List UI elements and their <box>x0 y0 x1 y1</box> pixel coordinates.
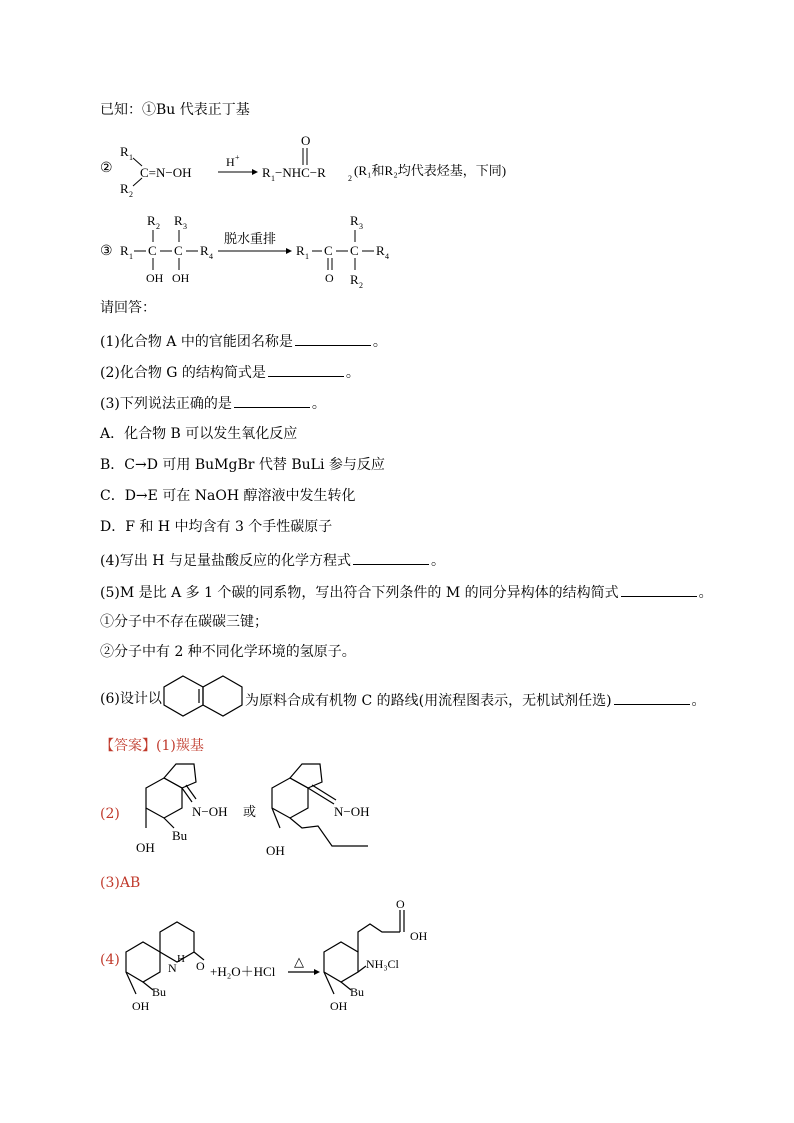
svg-text:或: 或 <box>243 804 257 819</box>
svg-text:OH: OH <box>136 840 155 855</box>
rxn2-left-group: C=N−OH <box>140 165 192 180</box>
answer-1: 【答案】(1)羰基 <box>100 738 204 754</box>
option-a: A．化合物 B 可以发生氧化反应 <box>100 426 298 442</box>
q2-blank <box>268 362 344 377</box>
q6-pre: (6)设计以 <box>100 691 162 707</box>
q1-text: (1)化合物 A 中的官能团名称是 <box>100 334 293 350</box>
rxn2-product-mid: −NHC−R <box>275 165 326 180</box>
bicyclic-starting-material <box>162 673 244 719</box>
rxn2-r1: R <box>120 144 129 159</box>
svg-text:C: C <box>174 243 183 258</box>
svg-text:OH: OH <box>132 999 150 1013</box>
q6-blank <box>614 690 690 705</box>
question-1: (1)化合物 A 中的官能团名称是 。 <box>100 331 387 351</box>
svg-text:O: O <box>196 959 205 973</box>
question-6 <box>100 690 162 708</box>
answer-3: (3)AB <box>100 875 141 891</box>
question-5: (5)M 是比 A 多 1 个碳的同系物，写出符合下列条件的 M 的同分异构体的结构简式 。 <box>100 582 713 602</box>
svg-text:R: R <box>350 272 359 287</box>
svg-text:N: N <box>168 961 177 975</box>
answer-tag: 【答案】 <box>100 738 156 754</box>
q4-text: (4)写出 H 与足量盐酸反应的化学方程式 <box>100 553 351 569</box>
q4-blank <box>353 550 429 565</box>
question-3: (3)下列说法正确的是 。 <box>100 393 326 413</box>
option-d: D．F 和 H 中均含有 3 个手性碳原子 <box>100 519 333 535</box>
svg-text:N−OH: N−OH <box>192 804 228 819</box>
answer-2-label: (2) <box>100 806 120 822</box>
svg-text:O: O <box>396 898 405 911</box>
rxn2-s1: 1 <box>129 153 133 162</box>
svg-text:R: R <box>147 213 156 228</box>
svg-text:OH: OH <box>146 271 164 285</box>
svg-text:3: 3 <box>183 222 187 231</box>
q3-blank <box>234 393 310 408</box>
svg-text:NH₃Cl: NH₃Cl <box>366 957 399 971</box>
condition-1: ①分子中不存在碳碳三键； <box>100 614 268 630</box>
answer-4-equation <box>118 898 448 1018</box>
svg-text:△: △ <box>294 954 304 969</box>
rxn2-reagent-sup: + <box>235 153 240 162</box>
svg-text:O: O <box>325 271 334 285</box>
rxn3-reagent: 脱水重排 <box>224 231 277 246</box>
q3-text: (3)下列说法正确的是 <box>100 396 232 412</box>
please-answer: 请回答： <box>100 300 156 316</box>
reaction-3 <box>100 210 410 290</box>
svg-text:C: C <box>350 243 359 258</box>
svg-text:1: 1 <box>271 174 275 183</box>
svg-text:+H₂O＋HCl: +H₂O＋HCl <box>210 964 276 979</box>
answer-2-structures <box>122 760 402 860</box>
rxn2-reagent: H <box>226 155 235 169</box>
svg-text:R: R <box>120 243 129 258</box>
reaction-2 <box>100 130 530 200</box>
svg-text:2: 2 <box>156 222 160 231</box>
question-2: (2)化合物 G 的结构简式是 。 <box>100 362 360 382</box>
rxn2-r2: R <box>120 181 129 196</box>
svg-text:R: R <box>376 243 385 258</box>
svg-text:OH: OH <box>172 271 190 285</box>
svg-text:2: 2 <box>348 174 352 183</box>
svg-text:C: C <box>324 243 333 258</box>
question-6-post: 为原料合成有机物 C 的路线(用流程图表示，无机试剂任选) 。 <box>245 690 706 710</box>
rxn2-note: (R₁和R₂均代表烃基，下同) <box>354 163 507 178</box>
option-c: C．D→E 可在 NaOH 醇溶液中发生转化 <box>100 488 356 504</box>
rxn2-product-r: R <box>262 165 271 180</box>
svg-text:4: 4 <box>385 252 389 261</box>
condition-2: ②分子中有 2 种不同化学环境的氢原子。 <box>100 644 356 660</box>
svg-text:OH: OH <box>266 843 285 858</box>
rxn2-s2: 2 <box>129 190 133 199</box>
question-4: (4)写出 H 与足量盐酸反应的化学方程式 。 <box>100 550 445 570</box>
q5-blank <box>621 582 697 597</box>
known-title: 已知：①Bu 代表正丁基 <box>100 102 250 118</box>
q2-text: (2)化合物 G 的结构简式是 <box>100 365 266 381</box>
rxn2-number: ② <box>100 161 113 176</box>
svg-text:Bu: Bu <box>152 985 167 999</box>
svg-text:R: R <box>350 213 359 228</box>
svg-text:C: C <box>148 243 157 258</box>
svg-text:2: 2 <box>359 281 363 290</box>
option-b: B．C→D 可用 BuMgBr 代替 BuLi 参与反应 <box>100 457 385 473</box>
svg-text:4: 4 <box>209 252 213 261</box>
rxn3-number: ③ <box>100 244 113 259</box>
svg-text:OH: OH <box>410 929 428 943</box>
q5-text: (5)M 是比 A 多 1 个碳的同系物，写出符合下列条件的 M 的同分异构体的结构简式 <box>100 585 619 601</box>
svg-text:R: R <box>296 243 305 258</box>
svg-text:N−OH: N−OH <box>334 804 370 819</box>
q1-blank <box>295 331 371 346</box>
answer-4-label: (4) <box>100 952 120 968</box>
svg-text:3: 3 <box>359 222 363 231</box>
reaction-3-svg <box>100 210 410 290</box>
svg-text:1: 1 <box>129 252 133 261</box>
svg-text:R: R <box>200 243 209 258</box>
svg-text:OH: OH <box>330 999 348 1013</box>
svg-text:H: H <box>177 953 185 965</box>
svg-text:1: 1 <box>305 252 309 261</box>
rxn2-o-label: O <box>301 133 311 148</box>
svg-text:Bu: Bu <box>172 828 188 843</box>
reaction-2-svg <box>100 130 530 200</box>
svg-text:R: R <box>174 213 183 228</box>
svg-text:Bu: Bu <box>350 985 365 999</box>
